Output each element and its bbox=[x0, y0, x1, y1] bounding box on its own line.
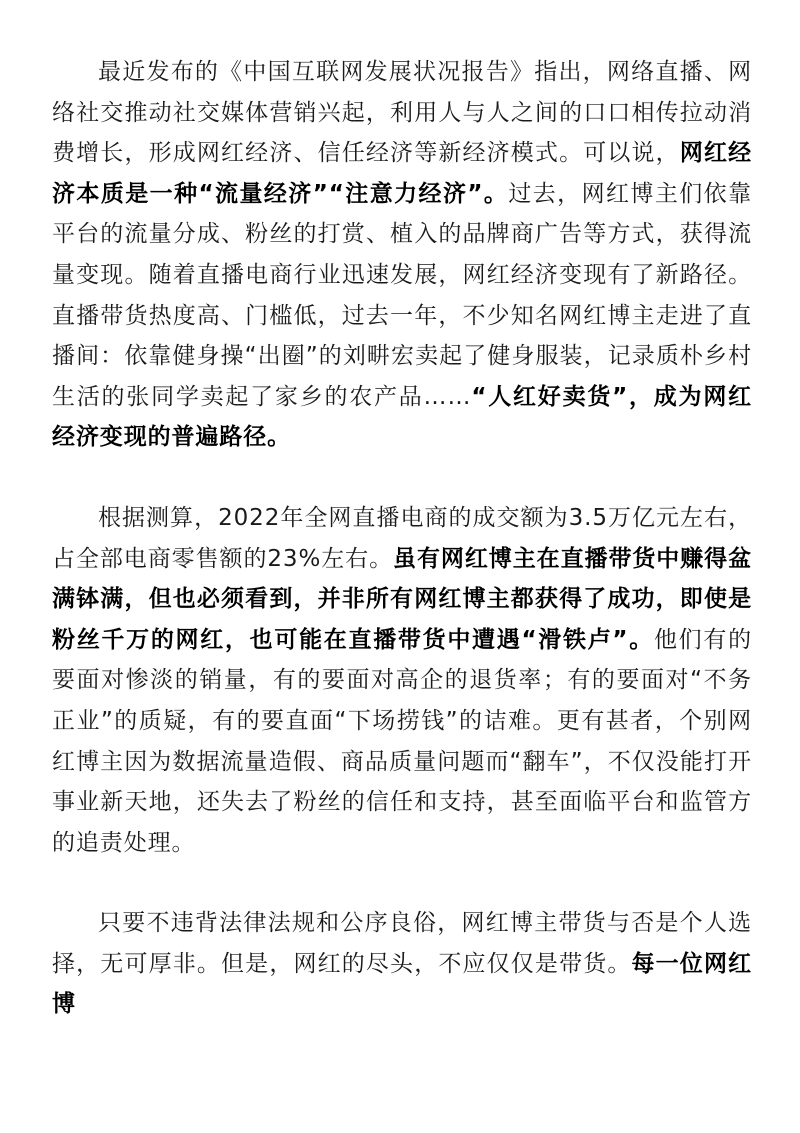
paragraph-1-run-1: 最近发布的《中国互联网发展状况报告》指出，网络直播、网络社交推动社交媒体营销兴起，利用人与人之间的口口相传拉动消费增长，形成网红经济、信任经济等新经济模式。可以说， bbox=[52, 59, 752, 167]
paragraph-2-run-3: 他们有的要面对惨淡的销量，有的要面对高企的退货率；有的要面对“不务正业”的质疑，有的要直面“下场捞钱”的诘难。更有甚者，个别网红博主因为数据流量造假、商品质量问题而“翻车”，不仅没能打开事业新天地，还失去了粉丝的信任和支持，甚至面临平台和监管方的追责处理。 bbox=[52, 626, 752, 856]
paragraph-3-run-1: 只要不违背法律法规和公序良俗，网红博主带货与否是个人选择，无可厚非。但是，网红的尽头，不应仅仅是带货。 bbox=[52, 910, 752, 977]
paragraph-2 bbox=[52, 498, 752, 863]
paragraph-1-bold-run-4: “人红好卖货”，成为网红经济变现的普遍路径。 bbox=[52, 383, 752, 451]
paragraph-2-bold-run-2: 虽有网红博主在直播带货中赚得盆满钵满，但也必须看到，并非所有网红博主都获得了成功，即使是粉丝千万的网红，也可能在直播带货中遭遇“滑铁卢”。 bbox=[52, 545, 753, 653]
paragraph-3 bbox=[52, 903, 752, 1025]
paragraph-1-run-3: 过去，网红博主们依靠平台的流量分成、粉丝的打赏、植入的品牌商广告等方式，获得流量变现。随着直播电商行业迅速发展，网红经济变现有了新路径。直播带货热度高、门槛低，过去一年，不少知名网红博主走进了直播间：依靠健身操“出圈”的刘畊宏卖起了健身服装，记录质朴乡村生活的张同学卖起了家乡的农产品…… bbox=[52, 180, 752, 410]
paragraph-1-bold-run-2: 网红经济本质是一种“流量经济”“注意力经济”。 bbox=[52, 140, 753, 207]
paragraph-3-bold-run-2: 每一位网红博 bbox=[52, 950, 752, 1018]
paragraph-2-run-1: 根据测算，2022年全网直播电商的成交额为3.5万亿元左右，占全部电商零售额的23%左右。 bbox=[52, 504, 752, 572]
paragraph-1 bbox=[52, 52, 752, 458]
article-body bbox=[52, 52, 752, 1025]
